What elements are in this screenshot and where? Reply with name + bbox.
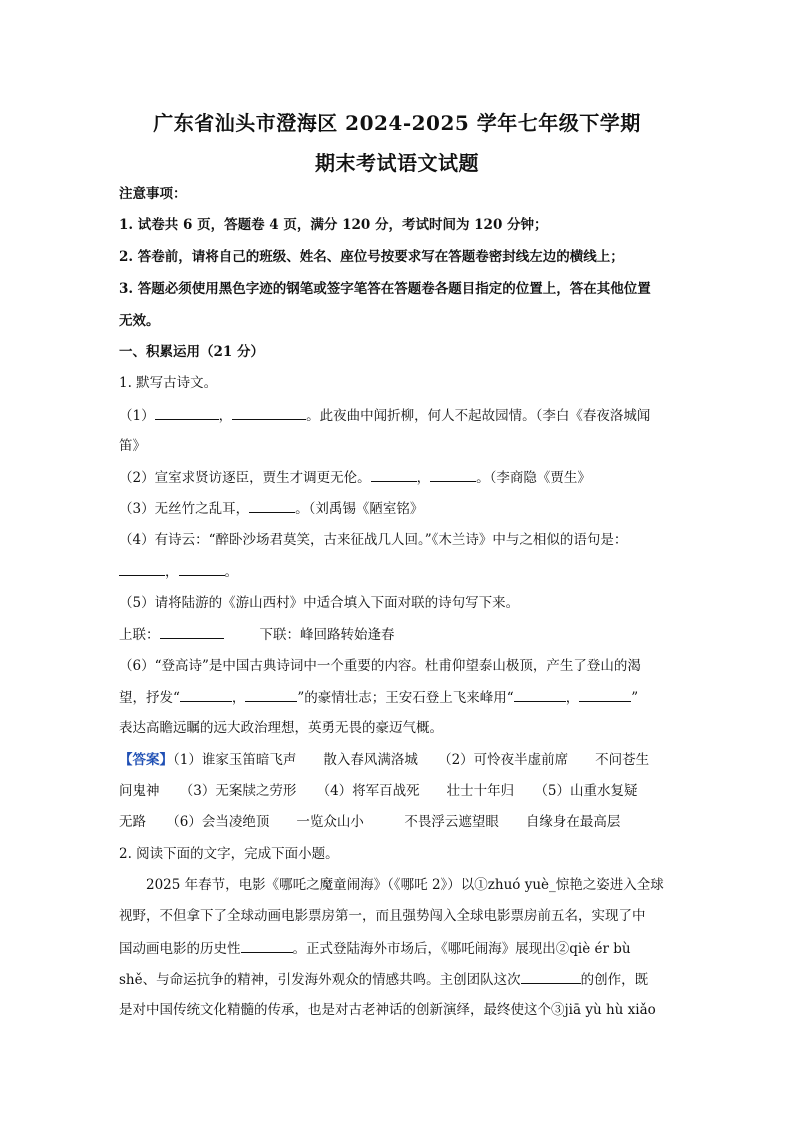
q1-item-6-cont [119,687,679,708]
q1-item-5: （5）请将陆游的《游山西村》中适合填入下面对联的诗句写下来。 [119,595,520,611]
notice-item-2: 2. 答卷前，请将自己的班级、姓名、座位号按要求写在答题卷密封线左边的横线上； [119,249,624,265]
text: ， [218,408,233,424]
text: 。此夜曲中闻折柳，何人不起故园情。（李白《春夜洛城闻 [306,408,651,424]
answer-blank [371,467,417,482]
q1-item-1-cont: 笛》 [119,438,146,454]
passage-line-3 [119,938,679,959]
exam-title-line1: 广东省汕头市澄海区 2024-2025 学年七年级下学期 [153,111,641,135]
passage-line-5: 是对中国传统文化精髓的传承，也是对古老神话的创新演绎，最终使这个③jiā yù hù xiǎo [119,1002,656,1018]
text: 望，抒发“ [119,690,180,706]
notice-item-3-cont: 无效。 [119,313,160,329]
answer-line-3: 无路 （6）会当凌绝顶 一览众山小 不畏浮云遮望眼 自缘身在最高层 [119,814,621,830]
q1-item-3 [119,498,679,519]
text: （2）宣室求贤访逐臣，贾生才调更无伦。 [119,470,371,486]
q1-item-1 [119,405,679,426]
text: 的创作，既 [580,972,649,988]
answer-blank [430,467,476,482]
answer-blank [179,561,225,576]
text: 下联：峰回路转始逢春 [259,627,395,643]
q1-item-2 [119,467,679,488]
text: 。（刘禹锡《陋室铭》 [295,501,424,517]
q1-item-6: （6）“登高诗”是中国古典诗词中一个重要的内容。杜甫仰望泰山极顶，产生了登山的渴 [119,658,641,674]
q1-item-6-cont2: 表达高瞻远瞩的远大政治理想，英勇无畏的豪迈气概。 [119,720,443,736]
answer-blank [180,687,232,702]
text: 国动画电影的历史性 [119,941,241,957]
answer-blank [232,405,306,420]
passage-line-4 [119,969,679,990]
q1-item-5-couplet [119,624,679,645]
text: ， [416,470,431,486]
text: ” [631,690,639,706]
question-2-stem: 2. 阅读下面的文字，完成下面小题。 [119,846,339,862]
text: （3）无丝竹之乱耳， [119,501,250,517]
text: 上联： [119,627,160,643]
question-1-stem: 1. 默写古诗文。 [119,375,218,391]
passage-line-2: 视野，不但拿下了全球动画电影票房第一，而且强势闯入全球电影票房前五名，实现了中 [119,908,646,924]
q1-item-4: （4）有诗云：“醉卧沙场君莫笑，古来征战几人回。”《木兰诗》中与之相似的语句是： [119,532,628,548]
answer-line-1 [119,750,679,770]
answer-label: 【答案】 [119,752,173,768]
answer-line-2: 问鬼神 （3）无案牍之劳形 （4）将军百战死 壮士十年归 （5）山重水复疑 [119,783,638,799]
notice-item-3: 3. 答题必须使用黑色字迹的钢笔或签字笔答在答题卷各题目指定的位置上，答在其他位置 [119,281,651,297]
answer-blank [241,938,293,953]
answer-blank [155,405,219,420]
text: shě、与命运抗争的精神，引发海外观众的情感共鸣。主创团队这次 [119,972,521,988]
answer-blank [521,969,581,984]
text: （1） [119,408,155,424]
answer-blank [514,687,566,702]
q1-item-4-cont [119,561,679,582]
answer-blank [119,561,165,576]
text: 。 [224,564,238,580]
text: ， [231,690,246,706]
text: ， [165,564,179,580]
text: 。正式登陆海外市场后，《哪吒闹海》展现出②qiè ér bù [292,941,631,957]
text: ”的豪情壮志；王安石登上飞来峰用“ [297,690,514,706]
answer-blank [579,687,631,702]
exam-title-line2: 期末考试语文试题 [315,151,479,175]
section-heading: 一、积累运用（21 分） [119,344,264,360]
passage-line-1: 2025 年春节，电影《哪吒之魔童闹海》（《哪吒 2》）以①zhuó yuè_惊艳之姿进入全球 [119,877,664,893]
answer-blank [245,687,297,702]
answer-blank [249,498,295,513]
text: 。（李商隐《贾生》 [476,470,591,486]
notice-item-1: 1. 试卷共 6 页，答题卷 4 页，满分 120 分，考试时间为 120 分钟； [119,217,548,233]
answer-text: （1）谁家玉笛暗飞声 散入春风满洛城 （2）可怜夜半虚前席 不问苍生 [173,752,650,768]
text: ， [565,690,580,706]
answer-blank [160,624,224,639]
notice-heading: 注意事项： [119,186,187,202]
